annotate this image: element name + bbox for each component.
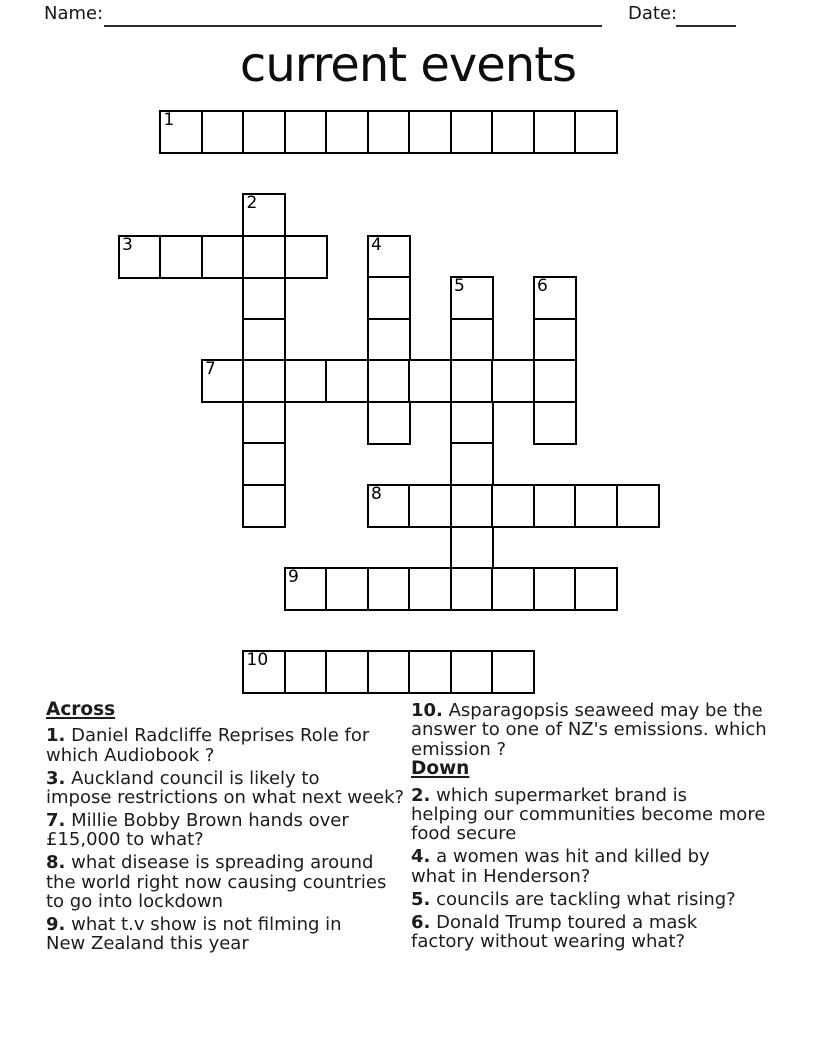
- clue-number: 7.: [46, 810, 66, 832]
- cell-number: 5: [454, 276, 465, 296]
- crossword-cell[interactable]: [242, 193, 286, 237]
- crossword-cell[interactable]: [450, 525, 494, 569]
- clue-number: 3.: [46, 767, 66, 789]
- crossword-cell[interactable]: [367, 318, 411, 362]
- crossword-cell[interactable]: [242, 276, 286, 320]
- clue-number: 5.: [411, 888, 431, 910]
- crossword-cell[interactable]: [491, 567, 535, 611]
- crossword-cell[interactable]: [533, 567, 577, 611]
- clues-column-right: [411, 700, 801, 951]
- clue-8: 8. what disease is spreading around the world right now causing countries to go into lockdown: [46, 852, 387, 913]
- crossword-cell[interactable]: [367, 401, 411, 445]
- page-title: current events: [239, 37, 577, 93]
- crossword-cell[interactable]: [450, 442, 494, 486]
- crossword-cell[interactable]: [201, 110, 245, 154]
- crossword-cell[interactable]: [491, 110, 535, 154]
- crossword-cell[interactable]: [118, 235, 162, 279]
- clue-10: 10. Asparagopsis seaweed may be the answer to one of NZ's emissions. which emission ?: [411, 700, 767, 760]
- crossword-cell[interactable]: [450, 401, 494, 445]
- cell-number: 3: [122, 234, 133, 255]
- cell-number: 10: [246, 649, 269, 670]
- clue-number: 9.: [46, 914, 66, 936]
- clue-number: 2.: [411, 784, 431, 806]
- cell-number: 2: [246, 193, 258, 213]
- clue-1: 1. Daniel Radcliffe Reprises Role for which Audiobook ?: [46, 725, 370, 766]
- crossword-cell[interactable]: [574, 567, 618, 611]
- crossword-cell[interactable]: [242, 650, 286, 694]
- clue-number: 6.: [411, 911, 431, 933]
- clue-6: 6. Donald Trump toured a mask factory without wearing what?: [411, 911, 698, 952]
- crossword-cell[interactable]: [491, 359, 535, 403]
- clues-column-left: [46, 700, 411, 954]
- crossword-cell[interactable]: [325, 567, 369, 611]
- crossword-cell[interactable]: [284, 235, 328, 279]
- crossword-cell[interactable]: [367, 650, 411, 694]
- crossword-cell[interactable]: [533, 484, 577, 528]
- crossword-cell[interactable]: [533, 318, 577, 362]
- crossword-cell[interactable]: [533, 401, 577, 445]
- crossword-cell[interactable]: [450, 650, 494, 694]
- crossword-cell[interactable]: [242, 484, 286, 528]
- clue-4: 4. a women was hit and killed by what in Henderson?: [411, 846, 710, 887]
- crossword-cell[interactable]: [408, 567, 452, 611]
- crossword-cell[interactable]: [201, 235, 245, 279]
- crossword-cell[interactable]: [242, 401, 286, 445]
- date-label: Date:: [628, 3, 678, 24]
- crossword-cell[interactable]: [201, 359, 245, 403]
- crossword-cell[interactable]: [242, 110, 286, 154]
- crossword-cell[interactable]: [284, 110, 328, 154]
- cell-number: 8: [371, 483, 382, 504]
- crossword-cell[interactable]: [325, 110, 369, 154]
- across-heading: Across: [46, 699, 116, 720]
- down-heading: Down: [411, 758, 470, 780]
- crossword-cell[interactable]: [242, 359, 286, 403]
- crossword-cell[interactable]: [533, 359, 577, 403]
- name-label: Name:: [44, 3, 104, 24]
- crossword-cell[interactable]: [450, 567, 494, 611]
- crossword-cell[interactable]: [408, 650, 452, 694]
- crossword-cell[interactable]: [574, 484, 618, 528]
- crossword-cell[interactable]: [242, 235, 286, 279]
- crossword-cell[interactable]: [450, 359, 494, 403]
- crossword-cell[interactable]: [450, 318, 494, 362]
- clue-3: 3. Auckland council is likely to impose restrictions on what next week?: [46, 767, 405, 809]
- crossword-cell[interactable]: [574, 110, 618, 154]
- crossword-cell[interactable]: [325, 650, 369, 694]
- crossword-cell[interactable]: [408, 359, 452, 403]
- crossword-cell[interactable]: [450, 110, 494, 154]
- crossword-cell[interactable]: [491, 650, 535, 694]
- clue-number: 1.: [46, 725, 66, 747]
- crossword-cell[interactable]: [367, 110, 411, 154]
- crossword-cell[interactable]: [284, 650, 328, 694]
- clue-5: 5. councils are tackling what rising?: [411, 888, 736, 910]
- cell-number: 9: [288, 566, 299, 587]
- clue-number: 4.: [411, 846, 431, 868]
- clue-number: 8.: [46, 852, 66, 874]
- crossword-cell[interactable]: [325, 359, 369, 403]
- crossword-cell[interactable]: [367, 276, 411, 320]
- clue-number: 10.: [411, 700, 443, 721]
- crossword-cell[interactable]: [450, 484, 494, 528]
- crossword-cell[interactable]: [284, 567, 328, 611]
- clue-9: 9. what t.v show is not filming in New Zealand this year: [46, 914, 342, 955]
- crossword-cell[interactable]: [367, 567, 411, 611]
- cell-number: 1: [163, 110, 175, 130]
- crossword-cell[interactable]: [616, 484, 660, 528]
- crossword-cell[interactable]: [242, 442, 286, 486]
- crossword-cell[interactable]: [242, 318, 286, 362]
- crossword-cell[interactable]: [491, 484, 535, 528]
- crossword-cell[interactable]: [450, 276, 494, 320]
- crossword-cell[interactable]: [284, 359, 328, 403]
- crossword-cell[interactable]: [367, 359, 411, 403]
- crossword-cell[interactable]: [159, 235, 203, 279]
- crossword-cell[interactable]: [367, 235, 411, 279]
- crossword-cell[interactable]: [533, 110, 577, 154]
- cell-number: 7: [205, 359, 216, 379]
- crossword-cell[interactable]: [408, 484, 452, 528]
- crossword-cell[interactable]: [533, 276, 577, 320]
- clue-7: 7. Millie Bobby Brown hands over £15,000 to what?: [46, 810, 349, 851]
- clue-2: 2. which supermarket brand is helping our communities become more food secure: [411, 784, 766, 845]
- crossword-cell[interactable]: [408, 110, 452, 154]
- crossword-cell[interactable]: [159, 110, 203, 154]
- cell-number: 6: [537, 276, 548, 296]
- cell-number: 4: [371, 234, 382, 255]
- crossword-cell[interactable]: [367, 484, 411, 528]
